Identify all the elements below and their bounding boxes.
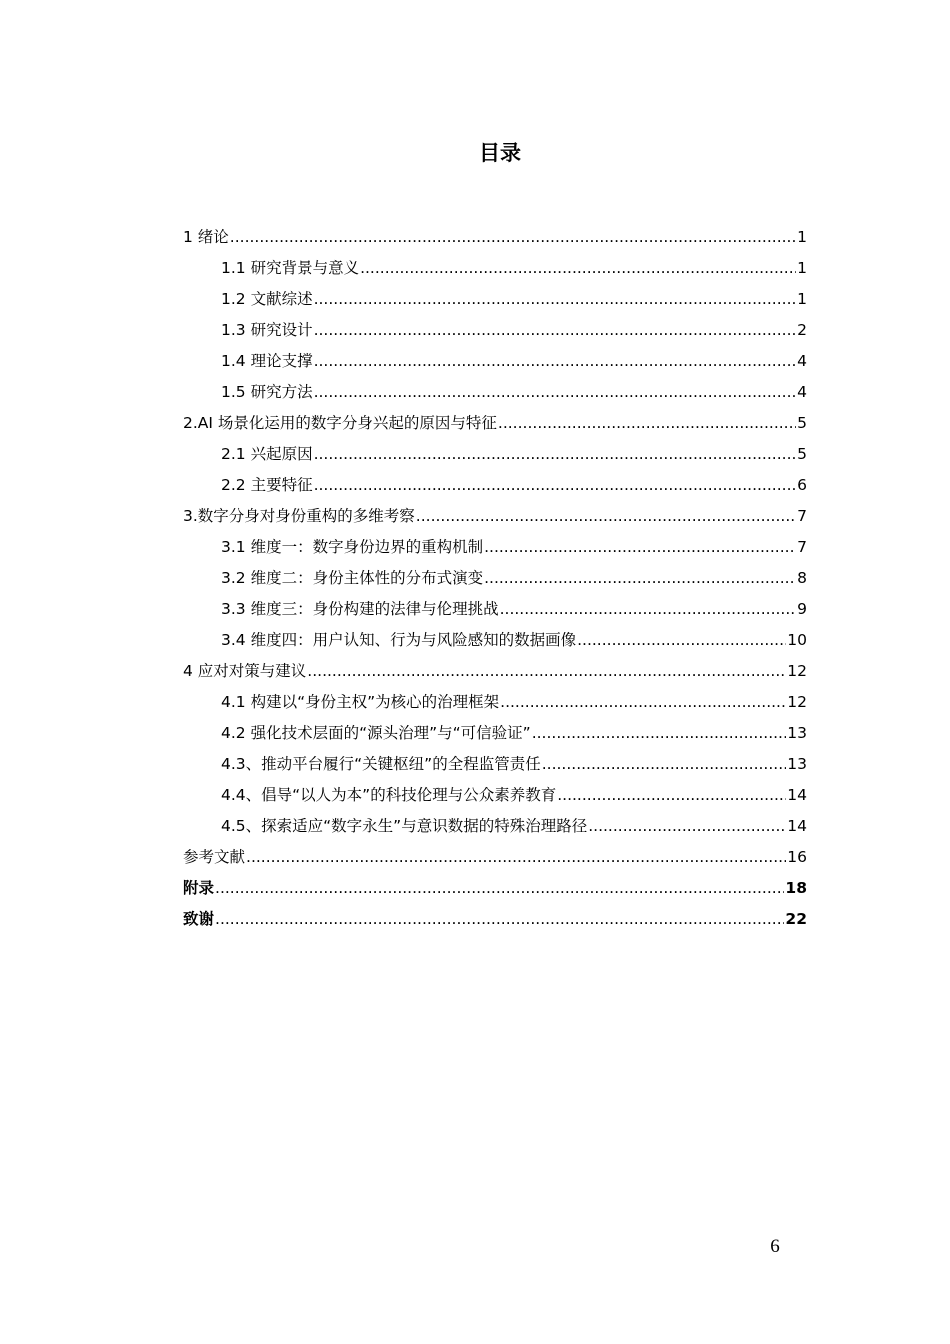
toc-dot-leader [230, 222, 796, 253]
toc-entry[interactable] [183, 780, 807, 811]
toc-entry-text: 4.4、倡导“以人为本”的科技伦理与公众素养教育 [221, 786, 557, 804]
toc-entry-text: 3.3 维度三：身份构建的法律与伦理挑战 [221, 600, 499, 618]
toc-dot-leader [577, 625, 786, 656]
toc-entry-page: 7 [797, 507, 807, 525]
toc-entry[interactable] [183, 253, 807, 284]
toc-entry-text: 2.2 主要特征 [221, 476, 313, 494]
toc-entry[interactable] [183, 904, 807, 935]
toc-dot-leader [314, 377, 797, 408]
toc-entry-text: 1.5 研究方法 [221, 383, 313, 401]
toc-dot-leader [484, 563, 796, 594]
toc-entry-page: 12 [787, 662, 807, 680]
toc-entry-page: 22 [785, 910, 807, 928]
page-number: 6 [770, 1236, 780, 1257]
toc-entry[interactable] [183, 377, 807, 408]
toc-entry[interactable] [183, 625, 807, 656]
toc-dot-leader [314, 470, 797, 501]
toc-dot-leader [557, 780, 786, 811]
toc-dot-leader [532, 718, 787, 749]
toc-entry-text: 参考文献 [183, 848, 246, 866]
toc-dot-leader [588, 811, 786, 842]
toc-entry-page: 1 [797, 259, 807, 277]
toc-entry-page: 7 [797, 538, 807, 556]
toc-entry-text: 附录 [183, 879, 215, 897]
toc-dot-leader [500, 687, 786, 718]
toc-entry-text: 3.1 维度一：数字身份边界的重构机制 [221, 538, 484, 556]
toc-entry-text: 1.4 理论支撑 [221, 352, 313, 370]
toc-dot-leader [484, 532, 796, 563]
toc-dot-leader [215, 904, 784, 935]
toc-entry-text: 致谢 [183, 910, 215, 928]
toc-entry-page: 4 [797, 352, 807, 370]
toc-entry-text: 1.2 文献综述 [221, 290, 313, 308]
toc-entry-page: 12 [787, 693, 807, 711]
toc-entry-page: 6 [797, 476, 807, 494]
toc-entry-page: 10 [787, 631, 807, 649]
toc-entry-page: 2 [797, 321, 807, 339]
toc-entry[interactable] [183, 749, 807, 780]
toc-entry-text: 3.2 维度二：身份主体性的分布式演变 [221, 569, 484, 587]
toc-entry-text: 4 应对对策与建议 [183, 662, 307, 680]
toc-entry-page: 4 [797, 383, 807, 401]
toc-title: 目录 [479, 141, 521, 165]
toc-dot-leader [246, 842, 786, 873]
toc-entry[interactable] [183, 563, 807, 594]
toc-entry[interactable] [183, 687, 807, 718]
toc-dot-leader [314, 346, 797, 377]
toc-entry-text: 2.AI 场景化运用的数字分身兴起的原因与特征 [183, 414, 497, 432]
toc-entry[interactable] [183, 718, 807, 749]
toc-entry[interactable] [183, 594, 807, 625]
toc-entry[interactable] [183, 842, 807, 873]
toc-dot-leader [360, 253, 796, 284]
toc-entry-text: 3.4 维度四：用户认知、行为与风险感知的数据画像 [221, 631, 577, 649]
toc-dot-leader [314, 439, 797, 470]
toc-entry-page: 5 [797, 414, 807, 432]
toc-entry[interactable] [183, 656, 807, 687]
toc-entry-page: 16 [787, 848, 807, 866]
toc-dot-leader [542, 749, 787, 780]
toc-entry[interactable] [183, 439, 807, 470]
toc-dot-leader [416, 501, 796, 532]
toc-entry-page: 1 [797, 290, 807, 308]
toc-entry-page: 5 [797, 445, 807, 463]
toc-entry[interactable] [183, 222, 807, 253]
toc-entry-text: 4.5、探索适应“数字永生”与意识数据的特殊治理路径 [221, 817, 588, 835]
toc-entry-page: 1 [797, 228, 807, 246]
toc-entry-page: 18 [785, 879, 807, 897]
toc-entry-text: 3.数字分身对身份重构的多维考察 [183, 507, 415, 525]
toc-entry-page: 13 [787, 755, 807, 773]
toc-list [183, 222, 807, 935]
toc-entry[interactable] [183, 811, 807, 842]
toc-entry[interactable] [183, 284, 807, 315]
toc-entry[interactable] [183, 315, 807, 346]
toc-dot-leader [215, 873, 784, 904]
toc-entry-text: 2.1 兴起原因 [221, 445, 313, 463]
toc-entry[interactable] [183, 501, 807, 532]
toc-entry[interactable] [183, 346, 807, 377]
toc-entry-page: 13 [787, 724, 807, 742]
toc-entry[interactable] [183, 873, 807, 904]
toc-entry-page: 8 [797, 569, 807, 587]
toc-entry-text: 1.1 研究背景与意义 [221, 259, 360, 277]
toc-entry-page: 9 [797, 600, 807, 618]
toc-entry-page: 14 [787, 817, 807, 835]
toc-entry-page: 14 [787, 786, 807, 804]
toc-entry-text: 4.1 构建以“身份主权”为核心的治理框架 [221, 693, 500, 711]
toc-entry[interactable] [183, 470, 807, 501]
toc-dot-leader [307, 656, 786, 687]
toc-entry[interactable] [183, 408, 807, 439]
toc-entry[interactable] [183, 532, 807, 563]
toc-entry-text: 1.3 研究设计 [221, 321, 313, 339]
toc-entry-text: 4.3、推动平台履行“关键枢纽”的全程监管责任 [221, 755, 541, 773]
toc-dot-leader [314, 315, 797, 346]
toc-dot-leader [314, 284, 797, 315]
toc-dot-leader [498, 408, 796, 439]
toc-entry-text: 1 绪论 [183, 228, 229, 246]
toc-dot-leader [500, 594, 797, 625]
toc-entry-text: 4.2 强化技术层面的“源头治理”与“可信验证” [221, 724, 531, 742]
